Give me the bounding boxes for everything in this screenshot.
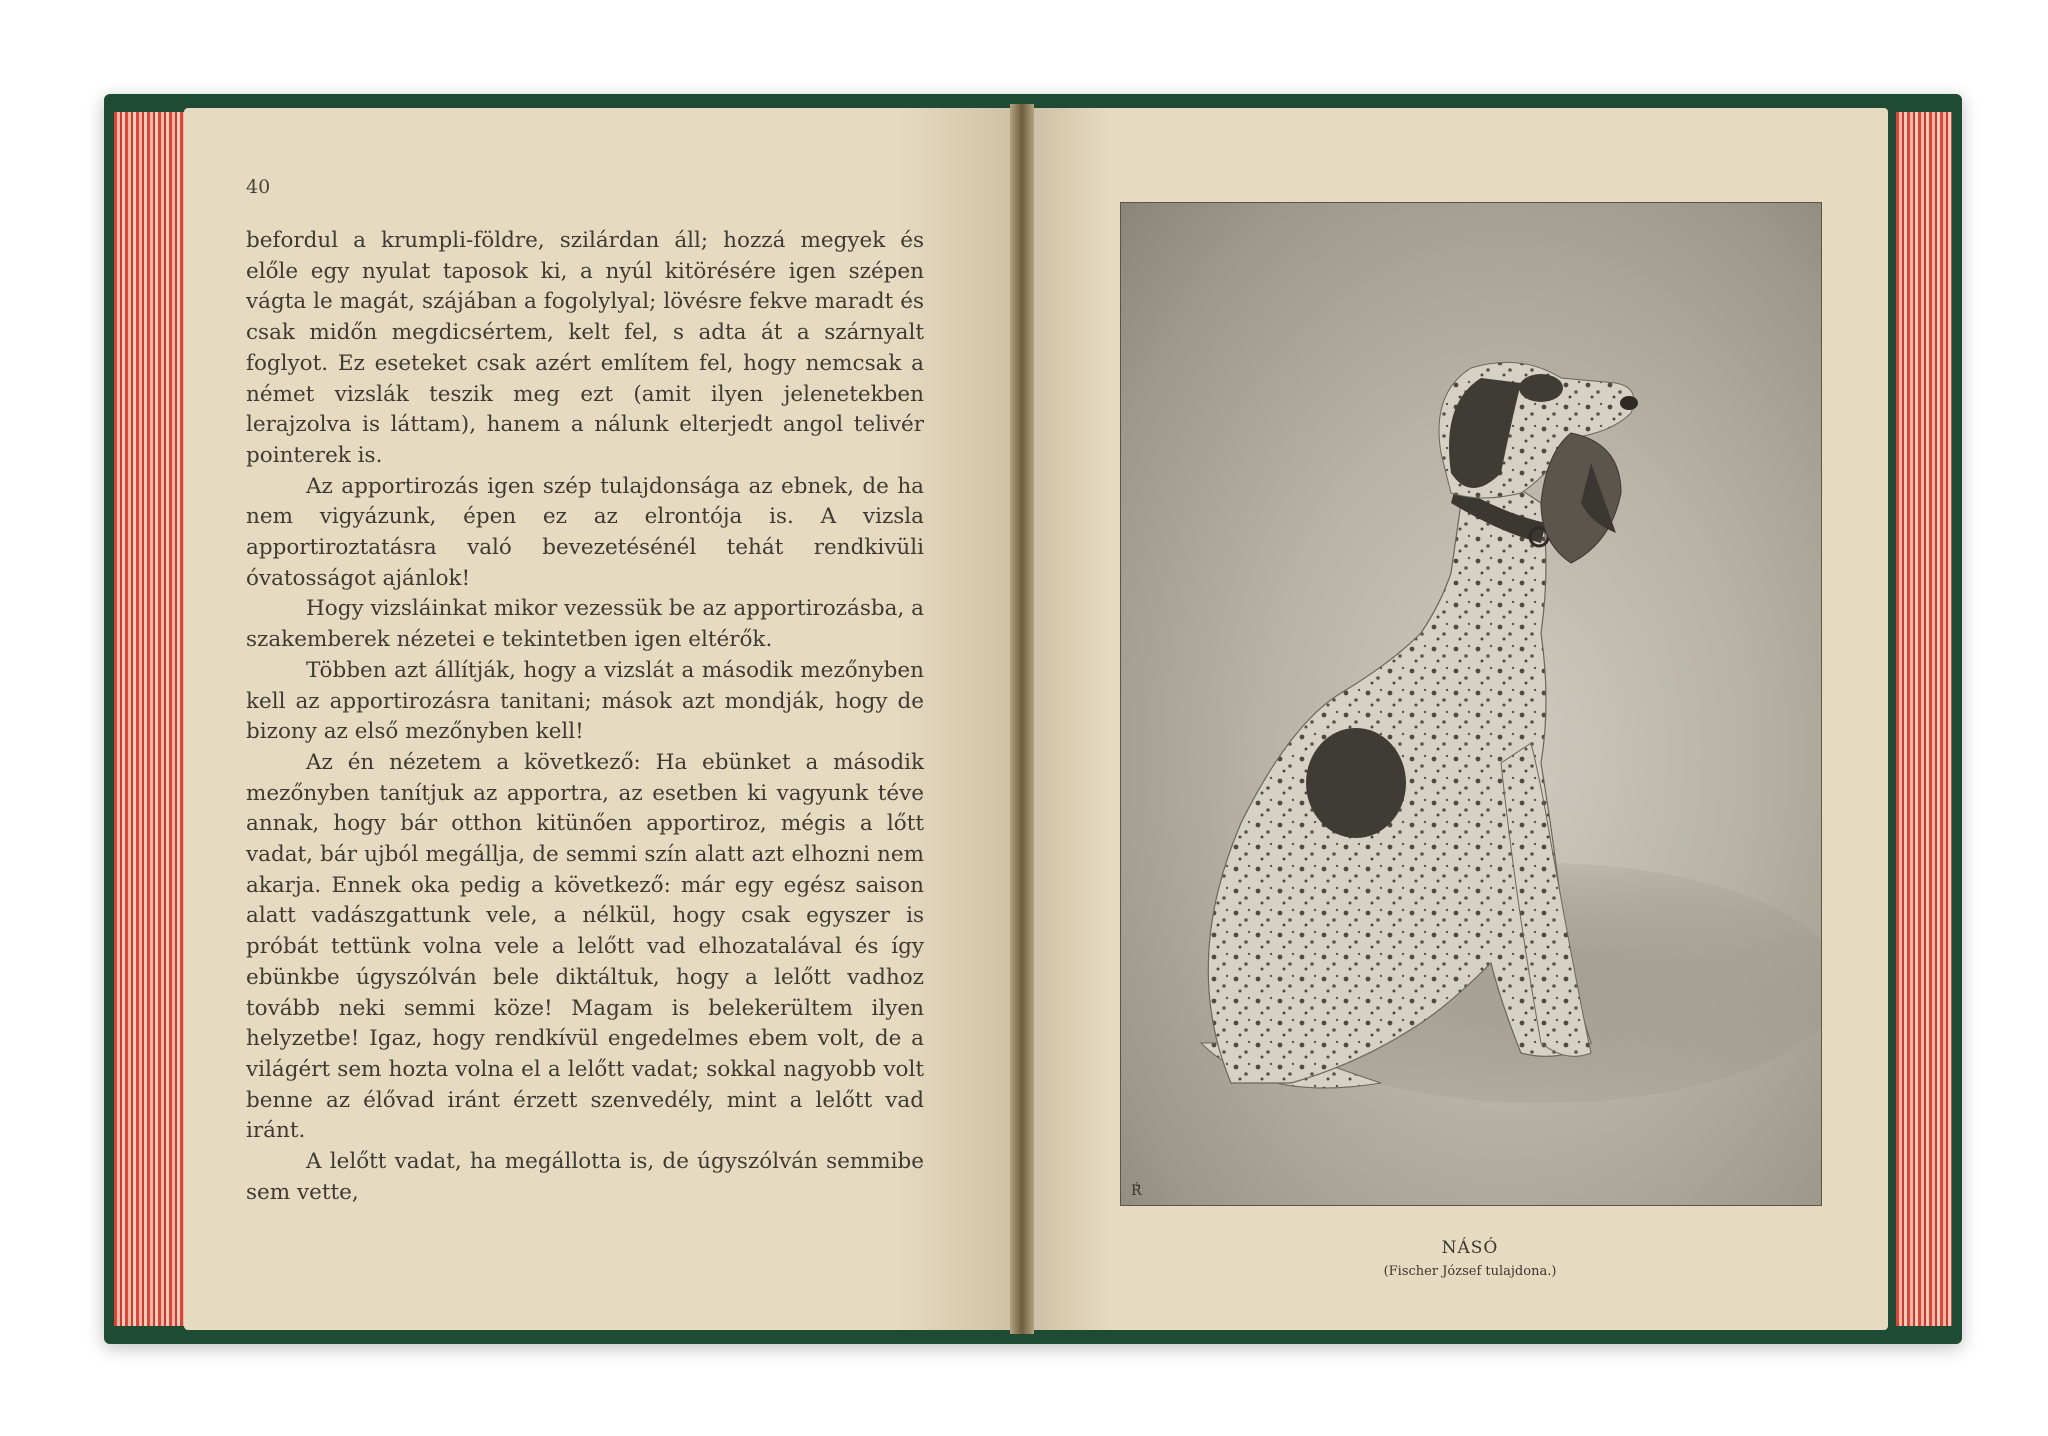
page-number: 40 [246,176,271,198]
paragraph: Többen azt állítják, hogy a vizslát a második mezőnyben kell az apportirozásra tanitani; mások azt mondják, hogy de bizony az első mezőnyben kell! [246,657,924,745]
pointer-dog-holding-partridge-icon [1121,203,1821,1205]
left-page-body-text [246,226,924,1209]
paragraph: befordul a krumpli-földre, szilárdan áll; hozzá megyek és előle egy nyulat taposok ki, a nyúl kitörésére igen szépen vágta le magát, szájában a fogolylyal; lövésre fekve maradt és csak midőn megdicsértem, kelt fel, s adta át a szárnyalt foglyot. Ez eseteket csak azért említem fel, hogy nemcsak a német vizslák teszik meg ezt (amit ilyen jelenetekben lerajzolva is láttam), hanem a nálunk elterjedt angol telivér pointerek is. [246,228,924,468]
left-page-edges [114,112,194,1326]
paragraph: Hogy vizsláinkat mikor vezessük be az apportirozásba, a szakemberek nézetei e tekintetben igen eltérők. [246,596,924,653]
caption-title: NÁSÓ [1441,1238,1499,1258]
dog-photograph [1120,202,1822,1206]
right-page-edges [1896,112,1952,1326]
paragraph: Az én nézetem a következő: Ha ebünket a második mezőnyben tanítjuk az apportra, az esetben ki vagyunk téve annak, hogy bár otthon kitünően apportiroz, mégis a lőtt vadat, bár ujból megállja, de semmi szín alatt azt elhozni nem akarja. Ennek oka pedig a következő: már egy egész saison alatt vadászgattunk vele, a nélkül, hogy csak egyszer is próbát tettünk volna vele a lelőtt vad elhozatalával és így ebünkbe úgyszólván bele diktáltuk, hogy a lelőtt vadhoz tovább neki semmi köze! Magam is belekerültem ilyen helyzetbe! Igaz, hogy rendkívül engedelmes ebem volt, de a világért sem hozta volna el a lelőtt vadat; sokkal nagyobb volt benne az élővad iránt érzett szenvedély, mint a lelőtt vad iránt. [246,749,924,1144]
paragraph: A lelőtt vadat, ha megállotta is, de úgyszólván semmibe sem vette, [246,1149,924,1205]
paragraph: Az apportirozás igen szép tulajdonsága az ebnek, de ha nem vigyázunk, épen ez az elrontója is. A vizsla apportiroztatásra való bevezetésénél tehát rendkivüli óvatosságot ajánlok! [246,473,924,591]
caption-subtitle: (Fischer József tulajdona.) [1383,1264,1557,1279]
artist-signature: Ŕ̈ [1131,1183,1142,1199]
book-gutter [1010,104,1034,1334]
